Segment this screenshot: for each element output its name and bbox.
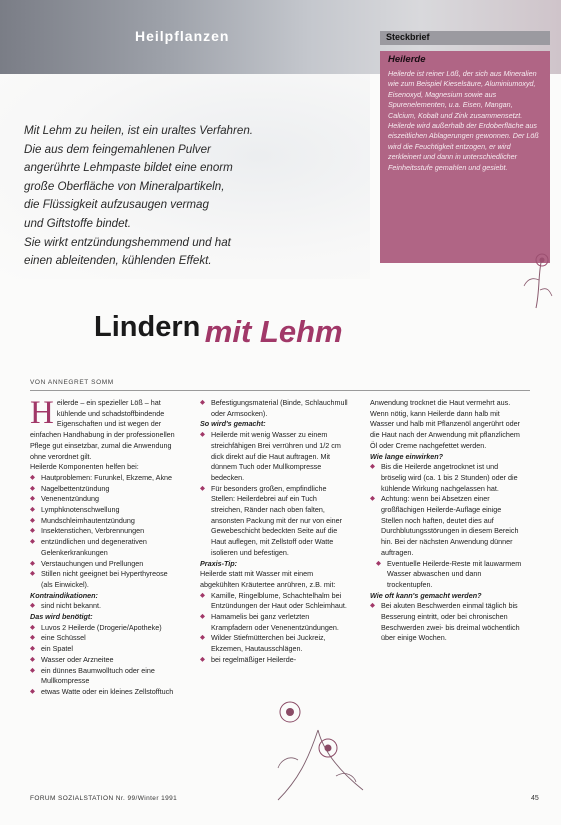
quote-line: Sie wirkt entzündungshemmend und hat [24, 235, 231, 249]
list-item: ◆ ein Spatel [30, 644, 180, 655]
list-item: ◆ Kamille, Ringelblume, Schachtelhalm bei Entzündungen der Haut oder Schleimhaut. [200, 591, 350, 612]
paragraph: Heilerde statt mit Wasser mit einem abgekühlten Kräutertee anrühren, z.B. mit: [200, 569, 336, 589]
quote-line: und Giftstoffe bindet. [24, 216, 131, 230]
list-item: ◆ Wilder Stiefmütterchen bei Juckreiz, Ekzemen, Hautausschlägen. [200, 633, 350, 654]
paragraph: eilerde – ein spezieller Löß – hat kühlende und schadstoffbindende Eigenschaften und ist wegen der einfachen Handhabung in der professionellen Pflege gut einsetzbar, zumal die Anwendung ohne verordnet gilt. [30, 398, 175, 461]
text-column-2 [200, 398, 350, 666]
paragraph: Heilerde Komponenten helfen bei: [30, 462, 139, 472]
subheading: Das wird benötigt: [30, 612, 93, 622]
list-item: ◆ ein dünnes Baumwolltuch oder eine Mullkompresse [30, 666, 180, 687]
list-item: ◆ Insektenstichen, Verbrennungen [30, 526, 180, 537]
steckbrief-text: Heilerde ist reiner Löß, der sich aus Mineralien wie zum Beispiel Kieselsäure, Aluminiumoxyd, Eisenoxyd, Magnesium sowie aus Spurenelementen, u.a. Eisen, Mangan, Calcium, Kobalt und Zink zusammensetzt. Heilerde wird außerhalb der Erdoberfläche aus eiszeitlichen Ablagerungen gewonnen. Der Löß wird die Feuchtigkeit entzogen, er wird zerkleinert und dann in unterschiedlicher Feinheitsstufe gemahlen und gesiebt. [388, 69, 539, 172]
subheading: Kontraindikationen: [30, 590, 98, 600]
list-item: ◆ bei regelmäßiger Heilerde- [200, 655, 350, 666]
quote-line: die Flüssigkeit aufzusaugen vermag [24, 198, 209, 212]
subheading: Praxis-Tip: [200, 558, 238, 568]
list-item: ◆ Verstauchungen und Prellungen [30, 559, 180, 570]
steckbrief-box [380, 51, 550, 263]
list-item: ◆ Wasser oder Arzneitee [30, 655, 180, 666]
divider [30, 390, 530, 391]
subheading: Wie lange einwirken? [370, 451, 444, 461]
text-column-1 [30, 395, 180, 698]
list-item: ◆ Nagelbettentzündung [30, 484, 180, 495]
quote-line: Die aus dem feingemahlenen Pulver [24, 142, 211, 156]
steckbrief-title: Heilerde [388, 54, 426, 65]
list-item: ◆ Bis die Heilerde angetrocknet ist und bröselig wird (ca. 1 bis 2 Stunden) oder die kühlende Wirkung nachgelassen hat. [370, 462, 522, 494]
steckbrief-label: Steckbrief [386, 32, 430, 42]
text-column-3 [370, 398, 522, 644]
list-item: ◆ Heilerde mit wenig Wasser zu einem streichfähigen Brei verrühren und 1/2 cm dick direkt auf die Haut auftragen. Mit dünnem Tuch oder Mullkompresse bedecken. [200, 430, 350, 484]
list-item: ◆ etwas Watte oder ein kleines Zellstofftuch [30, 687, 180, 698]
list-item: ◆ eine Schüssel [30, 633, 180, 644]
list-item: ◆ Befestigungsmaterial (Binde, Schlauchmull oder Armsocken). [200, 398, 350, 419]
list-item: ◆ Eventuelle Heilerde-Reste mit lauwarmem Wasser abwaschen und dann trockentupfen. [370, 559, 522, 591]
quote-line: Mit Lehm zu heilen, ist ein uraltes Verfahren. [24, 124, 253, 137]
list-item: ◆ Achtung: wenn bei Absetzen einer großflächigen Heilerde-Auflage einige Stellen noch haften, deutet dies auf Durchblutungsstörungen in diesem Bereich hin. Bei der nächsten Anwendung dünner auftragen. [370, 494, 522, 558]
list-item: ◆ Hautproblemen: Furunkel, Ekzeme, Akne [30, 473, 180, 484]
page-footer: FORUM SOZIALSTATION Nr. 99/Winter 1991 [30, 795, 178, 802]
subheading: So wird's gemacht: [200, 419, 266, 429]
drop-cap: H [30, 395, 54, 431]
author-byline: VON ANNEGRET SOMM [30, 379, 114, 386]
list-item: ◆ Bei akuten Beschwerden einmal täglich bis Besserung eintritt, oder bei chronischen Beschwerden zwei- bis dreimal wöchentlich über einige Wochen. [370, 601, 522, 644]
list-item: ◆ Stillen nicht geeignet bei Hyperthyreose (als Einwickel). [30, 569, 180, 590]
intro-quote [24, 122, 354, 271]
list-item: ◆ Für besonders großen, empfindliche Stellen: Heilerdebrei auf ein Tuch streichen, Ränder nach oben falten, ansonsten Packung mit der nur von einer Gewebeschicht bedeckten Seite auf die Haut auflegen, mit Zellstoff oder Watte isolieren und befestigen. [200, 484, 350, 559]
flower-illustration-icon [268, 690, 368, 805]
flower-illustration-icon [520, 250, 554, 310]
headline-part2: mit Lehm [204, 314, 343, 349]
list-item: ◆ Mundschleimhautentzündung [30, 516, 180, 527]
article-headline [94, 308, 343, 349]
paragraph: Anwendung trocknet die Haut vermehrt aus. Wenn nötig, kann Heilerde dann halb mit Wasser und halb mit Pflanzenöl angerührt oder die Haut nach der Anwendung mit pflanzlichem Öl oder Creme nachgefettet werden. [370, 398, 520, 450]
quote-line: große Oberfläche von Mineralpartikeln, [24, 179, 225, 193]
steckbrief-header [380, 31, 550, 45]
quote-line: einen ableitenden, kühlenden Effekt. [24, 254, 212, 268]
subheading: Wie oft kann's gemacht werden? [370, 590, 482, 600]
list-item: ◆ Venenentzündung [30, 494, 180, 505]
headline-part1: Lindern [94, 311, 201, 343]
list-item: ◆ Luvos 2 Heilerde (Drogerie/Apotheke) [30, 623, 180, 634]
list-item: ◆ sind nicht bekannt. [30, 601, 180, 612]
list-item: ◆ Lymphknotenschwellung [30, 505, 180, 516]
list-item: ◆ entzündlichen und degenerativen Gelenkerkrankungen [30, 537, 180, 558]
list-item: ◆ Hamamelis bei ganz verletzten Krampfadern oder Venenentzündungen. [200, 612, 350, 633]
page-number: 45 [531, 795, 539, 802]
quote-line: angerührte Lehmpaste bildet eine enorm [24, 161, 233, 175]
banner-title: Heilpflanzen [135, 28, 230, 44]
